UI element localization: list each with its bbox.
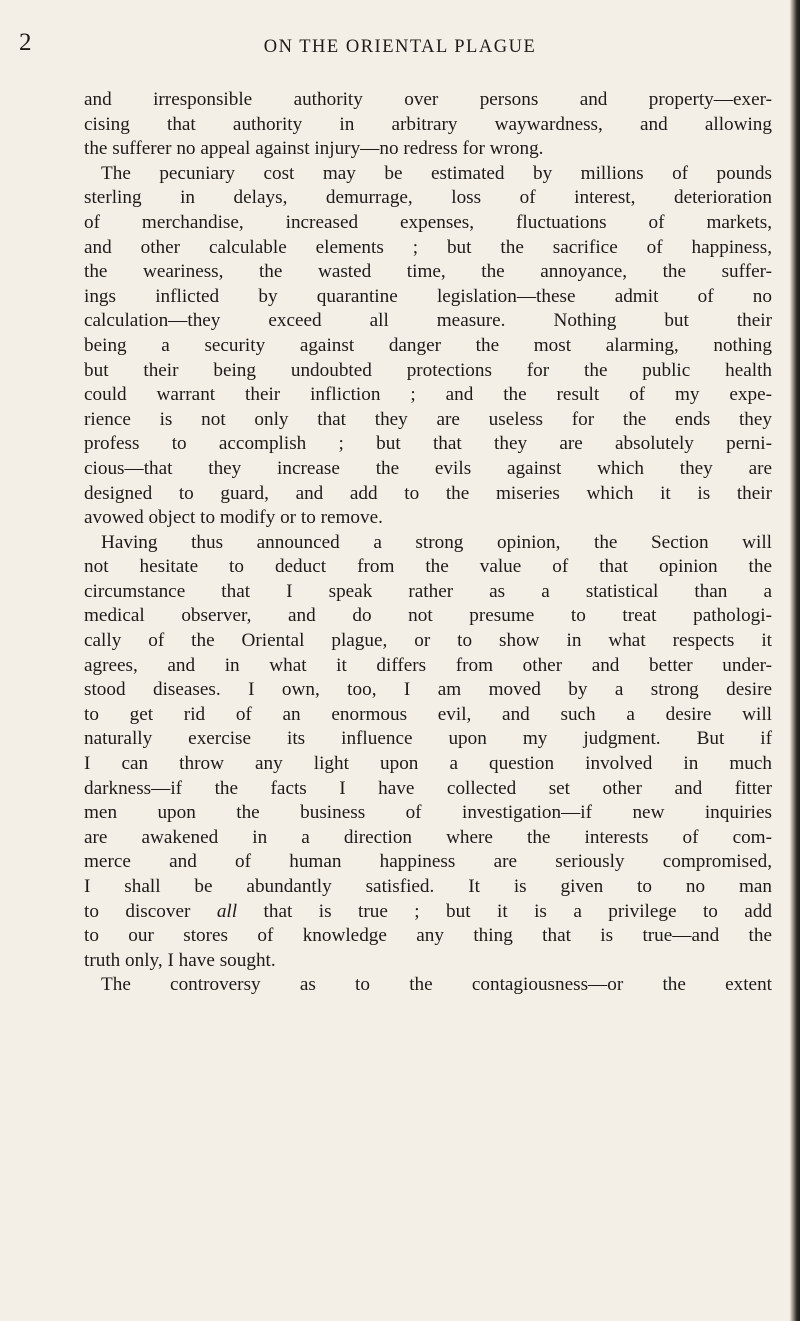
text-line: to get rid of an enormous evil, and such a desire will	[84, 703, 772, 725]
text-line: men upon the business of investigation—if new inquiries	[84, 802, 772, 824]
text-line-with-emphasis	[84, 900, 772, 925]
text-run: to discover	[84, 900, 191, 922]
running-head: ON THE ORIENTAL PLAGUE	[263, 37, 537, 57]
emphasized-word: all	[216, 900, 238, 922]
text-line: ings inflicted by quarantine legislation—these admit of no	[84, 285, 772, 307]
text-line: agrees, and in what it differs from other and better under-	[84, 654, 772, 676]
text-line: truth only, I have sought.	[84, 949, 276, 971]
text-line: of merchandise, increased expenses, fluctuations of markets,	[84, 211, 772, 233]
text-line: calculation—they exceed all measure. Nothing but their	[84, 310, 772, 332]
text-line: medical observer, and do not presume to treat pathologi-	[84, 605, 772, 627]
text-line: are awakened in a direction where the interests of com-	[84, 826, 772, 848]
text-line: The pecuniary cost may be estimated by millions of pounds	[101, 162, 772, 184]
text-line: being a security against danger the most alarming, nothing	[84, 334, 772, 356]
book-gutter-shadow	[790, 0, 800, 1321]
text-line: I can throw any light upon a question involved in much	[84, 753, 772, 775]
text-line: could warrant their infliction ; and the result of my expe-	[84, 384, 772, 406]
text-line: designed to guard, and add to the miseries which it is their	[84, 482, 772, 504]
text-line: merce and of human happiness are seriously compromised,	[84, 851, 772, 873]
text-line: not hesitate to deduct from the value of that opinion the	[84, 556, 772, 578]
text-line: sterling in delays, demurrage, loss of interest, deterioration	[84, 187, 772, 209]
text-line: and irresponsible authority over persons and property—exer-	[84, 89, 772, 110]
text-line: I shall be abundantly satisfied. It is given to no man	[84, 876, 772, 897]
text-line: profess to accomplish ; but that they are absolutely perni-	[84, 433, 772, 455]
body-text	[84, 88, 772, 998]
text-line: the weariness, the wasted time, the annoyance, the suffer-	[84, 261, 772, 283]
text-line: to our stores of knowledge any thing that is true—and the	[84, 925, 772, 947]
text-line: circumstance that I speak rather as a statistical than a	[84, 580, 772, 602]
text-line: avowed object to modify or to remove.	[84, 507, 383, 529]
text-line: stood diseases. I own, too, I am moved by a strong desire	[84, 679, 772, 701]
text-line: the sufferer no appeal against injury—no redress for wrong.	[84, 138, 544, 160]
text-line: cious—that they increase the evils against which they are	[84, 457, 772, 479]
text-line: cising that authority in arbitrary waywardness, and allowing	[84, 113, 772, 135]
text-run: that is true ; but it is a privilege to add	[263, 900, 773, 922]
text-line: naturally exercise its influence upon my judgment. But if	[84, 728, 772, 750]
text-line: darkness—if the facts I have collected set other and fitter	[84, 777, 772, 799]
text-line: and other calculable elements ; but the sacrifice of happiness,	[84, 236, 772, 258]
text-line: The controversy as to the contagiousness—or the extent	[101, 974, 772, 996]
text-line: cally of the Oriental plague, or to show in what respects it	[84, 630, 772, 652]
text-line: but their being undoubted protections for the public health	[84, 359, 772, 381]
page-number: 2	[19, 29, 32, 56]
text-line: rience is not only that they are useless for the ends they	[84, 408, 772, 430]
text-line: Having thus announced a strong opinion, the Section will	[101, 531, 772, 553]
